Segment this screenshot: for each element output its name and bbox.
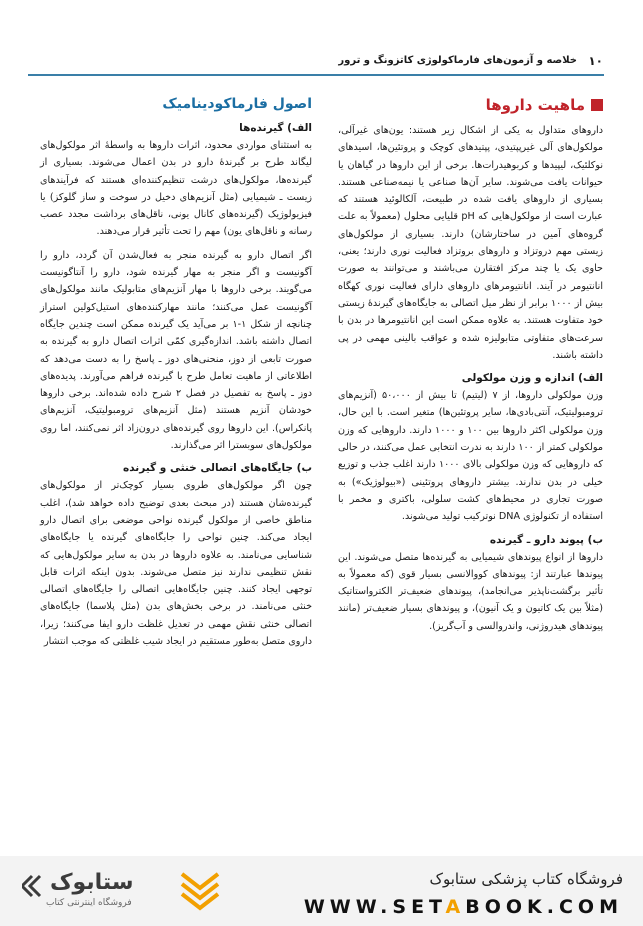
- store-url[interactable]: WWW.SETABOOK.COM: [303, 896, 623, 918]
- subheading-receptors: الف) گیرنده‌ها: [239, 122, 312, 134]
- setabook-logo[interactable]: [22, 864, 237, 920]
- subheading-size-weight: الف) اندازه و وزن مولکولی: [461, 372, 603, 385]
- paragraph: اگر اتصال دارو به گیرنده منجر به فعال‌شدن آن گردد، دارو را آگونیست و اگر منجر به مهار گیرنده شود، دارو را آنتاگونیست می‌گویند. برخی داروها با مهار آنزیم‌های متابولیک مانند مولکول‌های آگونیست عمل می‌کنند؛ مانند مهارکننده‌های استیل‌کولین استراز چنانچه از شکل ۱-۱ بر می‌آید یک گیرنده ممکن است چندین جایگاه اتصال داشته باشد. اندازه‌گیری کمّی اثرات اتصال دارو به گیرنده به صورت تابعی از دوز، منحنی‌های دوز ـ پاسخ را به دست می‌دهد که اطلاعاتی از ماهیت تعامل طرح با گیرنده فراهم می‌آورند. پدیده‌های دوز ـ پاسخ به تفصیل در فصل ۲ شرح داده شده‌اند. برخی داروها خودشان آنزیم هستند (مثل آنزیم‌های ترومبولیتیک، آنزیم‌های پانکراس). این داروها روی گیرنده‌های درون‌زاد اثر نمی‌کنند، اما روی مولکول‌های سوبسترا اثر می‌گذارند.: [40, 249, 312, 452]
- subheading-drug-receptor-bond: ب) پیوند دارو ـ گیرنده: [489, 533, 603, 546]
- paragraph: داروها از انواع پیوندهای شیمیایی به گیرنده‌ها متصل می‌شوند. این پیوندها عبارتند از: پیوندهای کووالانسی بسیار قوی (که معمولاً به تأثیر برگشت‌ناپذیر می‌انجامد)، پیوندهای ضعیف‌تر الکترواستاتیک (مثلاً بین یک کاتیون و یک آنیون)، و پیوندهای بسیار ضعیف‌تر (مانند پیوندهای هیدروژنی، واندروالسی و آب‌گریز).: [338, 551, 603, 632]
- heading-square-icon: [591, 99, 603, 111]
- store-footer-banner: [0, 856, 643, 926]
- shop-name: فروشگاه کتاب پزشکی ستابوک: [429, 870, 623, 888]
- page-number: ۱۰: [588, 54, 603, 68]
- paragraph: چون اگر مولکول‌های طروی بسیار کوچک‌تر از مولکول‌های گیرنده‌شان هستند (در مبحث بعدی توضیح داده خواهد شد)، اغلب مناطق خاصی از مولکول گیرنده نواحی موضعی برای اتصال دارو ایجاد می‌کند. چنین نواحی را جایگاه‌های گیرنده یا جایگاه‌های شناسایی می‌نامند. به علاوه داروها در بدن به سایر مولکول‌هایی که نقش تنظیمی ندارند نیز متصل می‌شوند. بدون اینکه اثرات قابل توجهی ایجاد کنند. چنین جایگاه‌هایی اتصالی را جایگاه‌های اتصالی خنثی می‌نامند. در برخی بخش‌های بدن (مثل پلاسما) جایگاه‌های اتصالی خنثی نقش مهمی در تعدیل غلظت دارو ایفا می‌کنند؛ زیرا، داروی متصل به‌طور مستقیم در ایجاد شیب غلظتی که موجب انتشار: [40, 480, 312, 648]
- paragraph: وزن مولکولی داروها، از ۷ (لیتیم) تا بیش از ۵۰،۰۰۰ (آنزیم‌های ترومبولیتیک، آنتی‌بادی‌ها، سایر پروتئین‌ها) متغیر است. با این حال، وزن مولکولی اکثر داروها بین ۱۰۰ و ۱۰۰۰ دارند. داروهایی که وزن مولکولی کمتر از ۱۰۰ دارند به ندرت انتخابی عمل می‌کنند، در حالی که داروهایی که وزن مولکولی بالای ۱۰۰۰ دارند اغلب جذب و توزیع خیلی در بدن ندارند. بیشتر داروهای پروتئینی («بیولوژیک») به صورت تجاری در محیط‌های کشت سلولی، باکتری و مخمر با استفاده از تکنولوژی DNA نوترکیب تولید می‌شوند.: [338, 390, 603, 523]
- page-header: [40, 52, 603, 74]
- paragraph: به استثنای مواردی محدود، اثرات داروها به واسطهٔ اثر مولکول‌های لیگاند طرح بر گیرندهٔ دارو در بدن اعمال می‌شوند. بسیاری از گیرنده‌ها، مولکول‌های درشت تنظیم‌کننده‌ای هستند که فرآیندهای زیست ـ شیمیایی (مثل آنزیم‌های دخیل در سوخت و ساز گلوکز) یا فیزیولوژیک (گیرنده‌های کانال یونی، ناقل‌های برداشت مجدد عصب رسانه و ناقل‌های یون) مهم را تحت تأثیر قرار می‌دهند.: [40, 140, 312, 238]
- header-rule: [28, 74, 604, 76]
- section-heading-pharmacodynamics: اصول فارماکودینامیک: [162, 96, 312, 112]
- section-heading-nature-of-drugs: ماهیت داروها: [338, 96, 603, 114]
- logo-tagline: فروشگاه اینترنتی کتاب: [46, 898, 132, 908]
- right-column: [338, 96, 603, 641]
- page-fade: [0, 790, 643, 860]
- running-title: خلاصه و آزمون‌های فارماکولوژی کاتزونگ و ترور: [338, 55, 577, 66]
- left-column: [40, 96, 312, 656]
- logo-wordmark: ستابوک: [50, 870, 134, 895]
- paragraph: داروهای متداول به یکی از اشکال زیر هستند: یون‌های غیرآلی، مولکول‌های آلی غیرپپتیدی، پپتیدهای کوچک و پروتئین‌ها، اسیدهای نوکلئیک، لیپیدها و کربوهیدرات‌ها. برخی از این داروها در گیاهان یا حیوانات یافت می‌شوند. سایر آن‌ها صناعی یا نیمه‌صناعی هستند. بسیاری از داروهای یافت شده در طبیعت، آلکالوئید هستند که عبارت است از مولکول‌هایی که pH قلیایی محلول (معمولاً به علت گروه‌های آمین در ساختارشان) دارند. بسیاری از مولکول‌های زیستی مهم دروتزاد و داروهای بروتزاد فعالیت نوری دارند؛ یعنی، حاوی یک یا چند مرکز افتقارن می‌باشند و می‌توانند به صورت انانتیومر در آیند. انانتیومرهای داروهای دارای فعالیت نوری کهگاه بیش از ۱۰۰۰ برابر از نظر میل اتصالی به جایگاه‌های گیرندهٔ زیستی خود متفاوت هستند. به علاوه ممکن است این انانتیومرها در بدن با سرعت‌های متفاوتی متابولیزه شده و عواقب بالینی مهمی در پی داشته باشند.: [338, 125, 603, 361]
- subheading-binding-sites: ب) جایگاه‌های اتصالی خنثی و گیرنده: [123, 462, 312, 475]
